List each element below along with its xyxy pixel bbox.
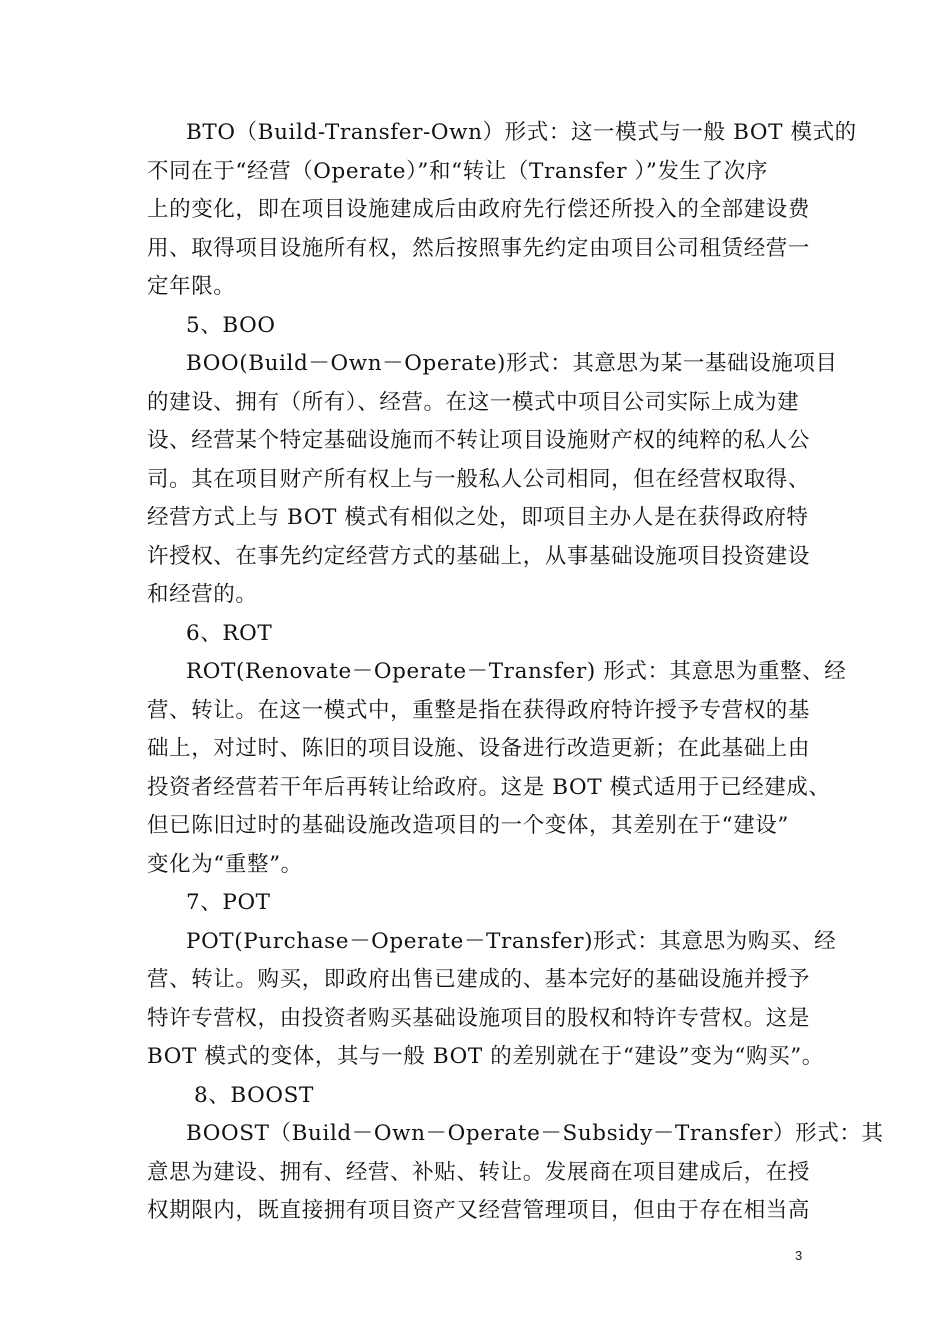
paragraph-boo-line-7: 和经营的。 xyxy=(147,582,258,607)
paragraph-bto-line-3: 上的变化，即在项目设施建成后由政府先行偿还所投入的全部建设费 xyxy=(147,197,811,222)
paragraph-pot-line-4: BOT 模式的变体，其与一般 BOT 的差别就在于“建设”变为“购买”。 xyxy=(147,1044,824,1069)
paragraph-boost-line-1: BOOST（Build－Own－Operate－Subsidy－Transfer）形式：其 xyxy=(186,1121,884,1146)
paragraph-bto-line-1: BTO（Build-Transfer-Own）形式：这一模式与一般 BOT 模式的 xyxy=(186,120,857,145)
paragraph-rot-line-3: 础上，对过时、陈旧的项目设施、设备进行改造更新；在此基础上由 xyxy=(147,736,811,761)
paragraph-rot-line-5: 但已陈旧过时的基础设施改造项目的一个变体，其差别在于“建设” xyxy=(147,813,789,838)
paragraph-boo-line-2: 的建设、拥有（所有）、经营。在这一模式中项目公司实际上成为建 xyxy=(147,390,800,415)
paragraph-boo-line-5: 经营方式上与 BOT 模式有相似之处，即项目主办人是在获得政府特 xyxy=(147,505,809,530)
paragraph-pot-line-3: 特许专营权，由投资者购买基础设施项目的股权和特许专营权。这是 xyxy=(147,1006,811,1031)
paragraph-rot-line-2: 营、转让。在这一模式中，重整是指在获得政府特许授予专营权的基 xyxy=(147,698,811,723)
heading-pot: 7、POT xyxy=(186,890,271,915)
paragraph-boost-line-2: 意思为建设、拥有、经营、补贴、转让。发展商在项目建成后，在授 xyxy=(147,1160,811,1185)
paragraph-boost-line-3: 权期限内，既直接拥有项目资产又经营管理项目，但由于存在相当高 xyxy=(147,1198,811,1223)
paragraph-boo-line-4: 司。其在项目财产所有权上与一般私人公司相同，但在经营权取得、 xyxy=(147,467,811,492)
paragraph-rot-line-1: ROT(Renovate－Operate－Transfer) 形式：其意思为重整、经 xyxy=(186,659,847,684)
paragraph-pot-line-1: POT(Purchase－Operate－Transfer)形式：其意思为购买、经 xyxy=(186,929,837,954)
paragraph-rot-line-6: 变化为“重整”。 xyxy=(147,852,303,877)
paragraph-rot-line-4: 投资者经营若干年后再转让给政府。这是 BOT 模式适用于已经建成、 xyxy=(147,775,831,800)
paragraph-boo-line-3: 设、经营某个特定基础设施而不转让项目设施财产权的纯粹的私人公 xyxy=(147,428,811,453)
heading-rot: 6、ROT xyxy=(186,621,273,646)
paragraph-boo-line-6: 许授权、在事先约定经营方式的基础上，从事基础设施项目投资建设 xyxy=(147,544,811,569)
paragraph-boo-line-1: BOO(Build－Own－Operate)形式：其意思为某一基础设施项目 xyxy=(186,351,838,376)
paragraph-bto-line-5: 定年限。 xyxy=(147,274,236,299)
heading-boost: 8、BOOST xyxy=(194,1083,314,1108)
paragraph-bto-line-2: 不同在于“经营（Operate）”和“转让（Transfer ）”发生了次序 xyxy=(147,159,768,184)
heading-boo: 5、BOO xyxy=(186,313,276,338)
paragraph-pot-line-2: 营、转让。购买，即政府出售已建成的、基本完好的基础设施并授予 xyxy=(147,967,811,992)
paragraph-bto-line-4: 用、取得项目设施所有权，然后按照事先约定由项目公司租赁经营一 xyxy=(147,236,811,261)
page-number: 3 xyxy=(795,1248,803,1263)
